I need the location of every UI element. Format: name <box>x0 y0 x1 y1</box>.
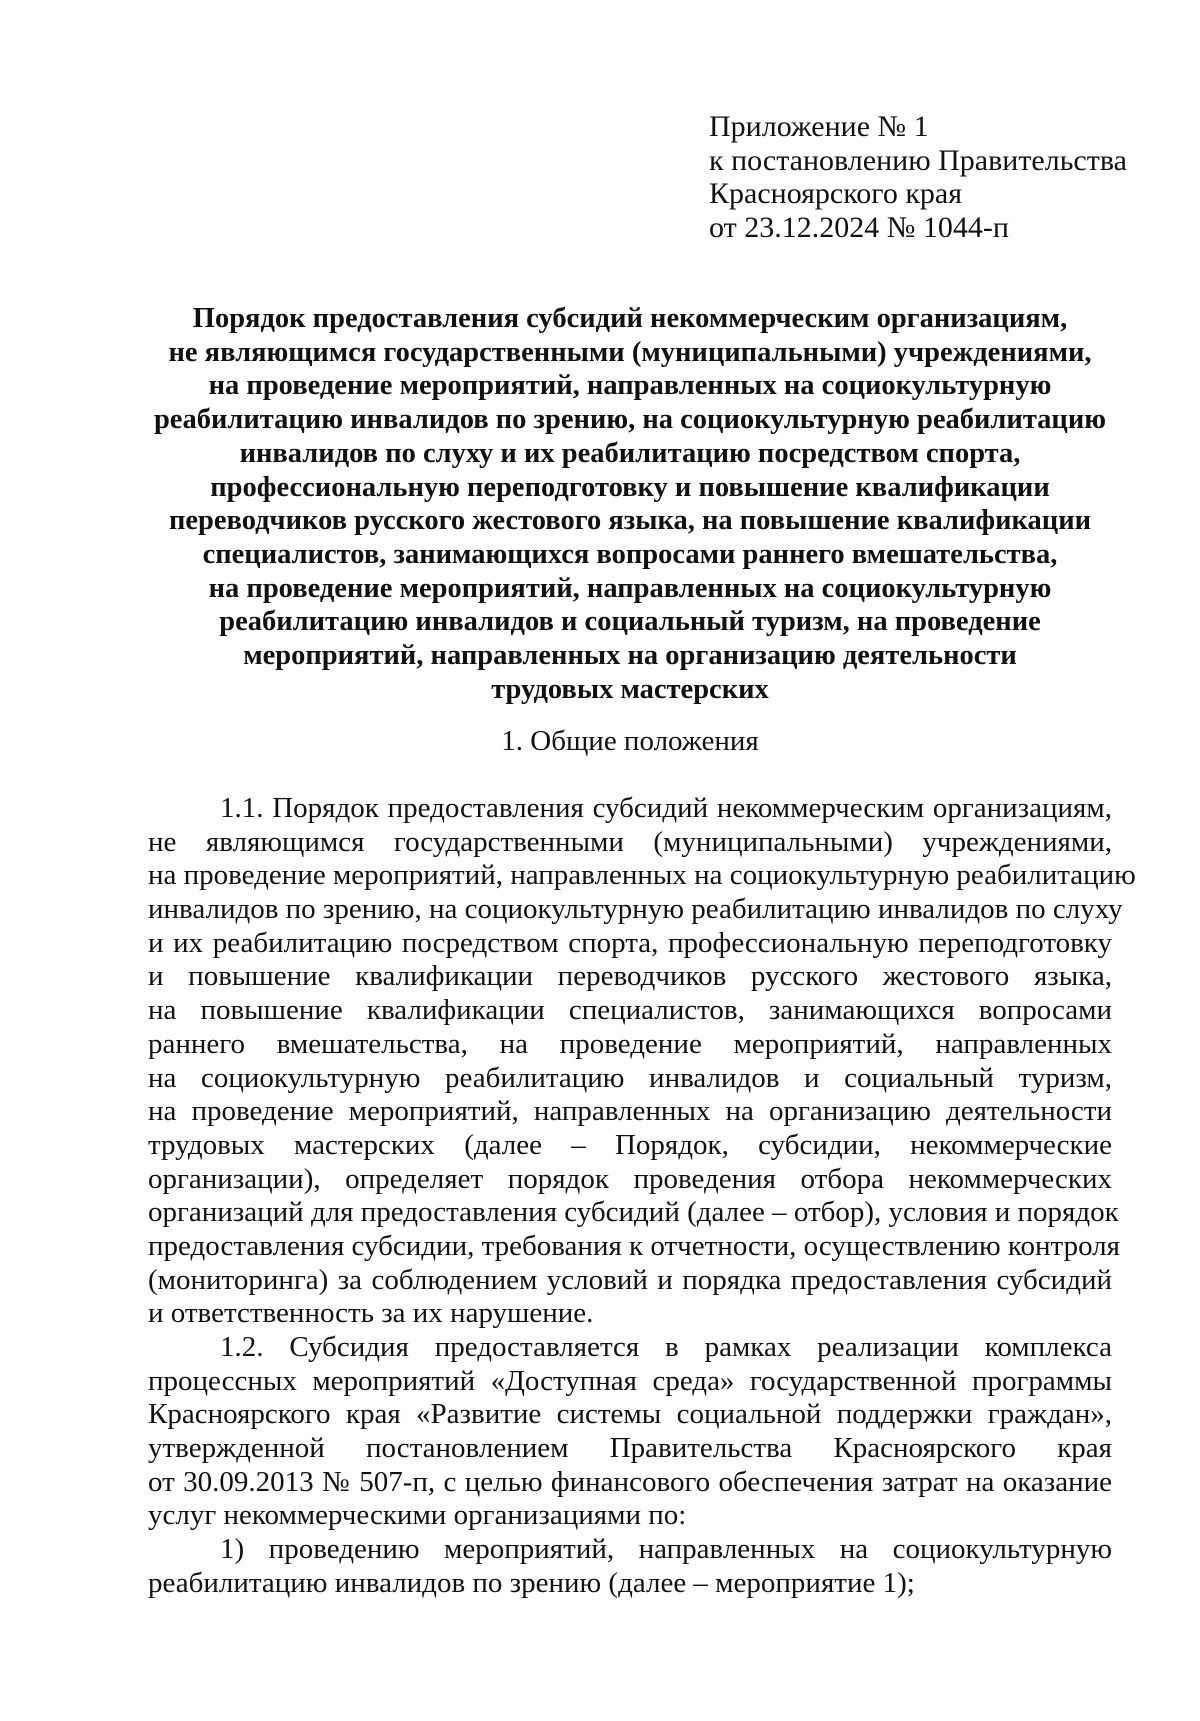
paragraph-line: на повышение квалификации специалистов, занимающихся вопросами <box>148 994 1112 1027</box>
title-line: специалистов, занимающихся вопросами раннего вмешательства, <box>202 538 1058 570</box>
title-line: не являющимся государственными (муниципальными) учреждениями, <box>168 336 1092 368</box>
section-heading: 1. Общие положения <box>501 725 759 757</box>
document-title <box>140 302 1120 706</box>
paragraph-1-2 <box>148 1331 1112 1533</box>
paragraph-line: трудовых мастерских (далее – Порядок, субсидии, некоммерческие <box>148 1128 1112 1161</box>
paragraph-line: инвалидов по зрению, на социокультурную реабилитацию инвалидов по слуху <box>148 893 1123 926</box>
title-line: на проведение мероприятий, направленных на социокультурную <box>208 370 1052 402</box>
paragraph-line: 1.2. Субсидия предоставляется в рамках реализации комплекса <box>220 1331 1112 1363</box>
paragraph-line: и повышение квалификации переводчиков русского жестового языка, <box>148 960 1112 993</box>
title-line: на проведение мероприятий, направленных на социокультурную <box>208 572 1052 604</box>
appendix-resolution: к постановлению Правительства <box>709 143 1127 177</box>
appendix-number: Приложение № 1 <box>709 110 929 143</box>
paragraph-line: Красноярского края «Развитие системы социальной поддержки граждан», <box>148 1398 1112 1431</box>
title-line: профессиональную переподготовку и повышение квалификации <box>210 471 1050 503</box>
paragraph-line: (мониторинга) за соблюдением условий и порядка предоставления субсидий <box>148 1263 1112 1296</box>
appendix-header <box>709 110 1149 244</box>
paragraph-line: на проведение мероприятий, направленных на социокультурную реабилитацию <box>148 859 1136 892</box>
list-item-1 <box>148 1533 1112 1600</box>
paragraph-line: 1.1. Порядок предоставления субсидий некоммерческим организациям, <box>220 792 1112 824</box>
list-item-line: 1) проведению мероприятий, направленных на социокультурную <box>220 1533 1112 1565</box>
title-line: реабилитацию инвалидов и социальный туризм, на проведение <box>219 606 1041 638</box>
list-item-line: реабилитацию инвалидов по зрению (далее – мероприятие 1); <box>148 1566 915 1599</box>
appendix-region: Красноярского края <box>709 177 963 210</box>
title-line: реабилитацию инвалидов по зрению, на социокультурную реабилитацию <box>153 404 1107 436</box>
paragraph-line: процессных мероприятий «Доступная среда» государственной программы <box>148 1364 1112 1397</box>
paragraph-line: на проведение мероприятий, направленных на организацию деятельности <box>148 1095 1112 1128</box>
title-line: трудовых мастерских <box>491 673 769 705</box>
paragraph-line: от 30.09.2013 № 507-п, с целью финансового обеспечения затрат на оказание <box>148 1465 1112 1498</box>
paragraph-line: услуг некоммерческими организациями по: <box>148 1499 687 1532</box>
paragraph-line: и их реабилитацию посредством спорта, профессиональную переподготовку <box>148 926 1112 959</box>
paragraph-line: организаций для предоставления субсидий (далее – отбор), условия и порядок <box>148 1196 1119 1229</box>
title-line: мероприятий, направленных на организацию деятельности <box>243 640 1017 672</box>
appendix-date-number: от 23.12.2024 № 1044-п <box>709 210 1009 244</box>
paragraph-line: не являющимся государственными (муниципальными) учреждениями, <box>148 825 1112 858</box>
title-line: Порядок предоставления субсидий некоммерческим организациям, <box>192 303 1068 334</box>
title-line: инвалидов по слуху и их реабилитацию посредством спорта, <box>239 437 1021 469</box>
paragraph-1-1 <box>148 792 1136 1331</box>
paragraph-line: утвержденной постановлением Правительства Красноярского края <box>148 1432 1112 1465</box>
paragraph-line: и ответственность за их нарушение. <box>148 1297 594 1330</box>
paragraph-line: организации), определяет порядок проведения отбора некоммерческих <box>148 1162 1112 1195</box>
paragraph-line: на социокультурную реабилитацию инвалидов и социальный туризм, <box>148 1061 1112 1094</box>
paragraph-line: раннего вмешательства, на проведение мероприятий, направленных <box>148 1027 1112 1060</box>
paragraph-line: предоставления субсидии, требования к отчетности, осуществлению контроля <box>148 1229 1120 1262</box>
title-line: переводчиков русского жестового языка, на повышение квалификации <box>168 505 1092 537</box>
